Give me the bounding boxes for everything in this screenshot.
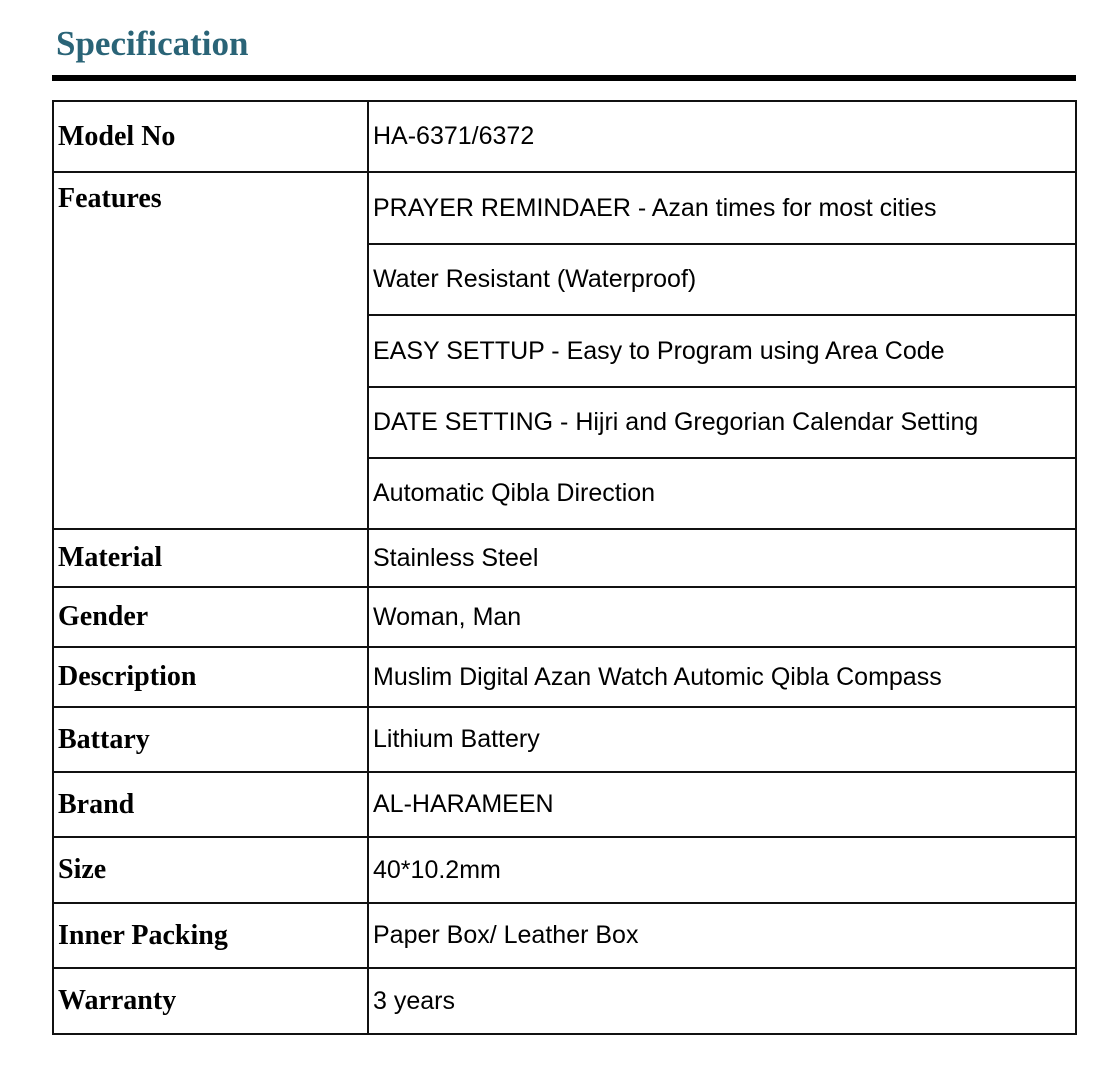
feature-item: Automatic Qibla Direction (368, 458, 1076, 529)
specification-table (52, 100, 1077, 1035)
inner-packing-value: Paper Box/ Leather Box (368, 903, 1076, 968)
material-label: Material (53, 529, 368, 587)
title-divider (52, 75, 1076, 81)
description-label: Description (53, 647, 368, 707)
table-row (53, 587, 1076, 647)
table-row (53, 903, 1076, 968)
feature-item: EASY SETTUP - Easy to Program using Area Code (368, 315, 1076, 387)
table-row (53, 968, 1076, 1034)
table-row (53, 837, 1076, 903)
material-value: Stainless Steel (368, 529, 1076, 587)
size-value: 40*10.2mm (368, 837, 1076, 903)
feature-item: PRAYER REMINDAER - Azan times for most cities (368, 172, 1076, 244)
inner-packing-label: Inner Packing (53, 903, 368, 968)
model-no-value: HA-6371/6372 (368, 101, 1076, 172)
model-no-label: Model No (53, 101, 368, 172)
table-row (53, 707, 1076, 772)
feature-item: Water Resistant (Waterproof) (368, 244, 1076, 315)
gender-value: Woman, Man (368, 587, 1076, 647)
gender-label: Gender (53, 587, 368, 647)
table-row (53, 529, 1076, 587)
brand-label: Brand (53, 772, 368, 837)
table-row (53, 772, 1076, 837)
battary-value: Lithium Battery (368, 707, 1076, 772)
battary-label: Battary (53, 707, 368, 772)
description-value: Muslim Digital Azan Watch Automic Qibla Compass (368, 647, 1076, 707)
features-label: Features (53, 172, 368, 529)
brand-value: AL-HARAMEEN (368, 772, 1076, 837)
size-label: Size (53, 837, 368, 903)
page-title: Specification (56, 24, 249, 63)
table-row (53, 101, 1076, 172)
feature-item: DATE SETTING - Hijri and Gregorian Calendar Setting (368, 387, 1076, 458)
table-row (53, 172, 1076, 244)
warranty-value: 3 years (368, 968, 1076, 1034)
table-row (53, 647, 1076, 707)
warranty-label: Warranty (53, 968, 368, 1034)
